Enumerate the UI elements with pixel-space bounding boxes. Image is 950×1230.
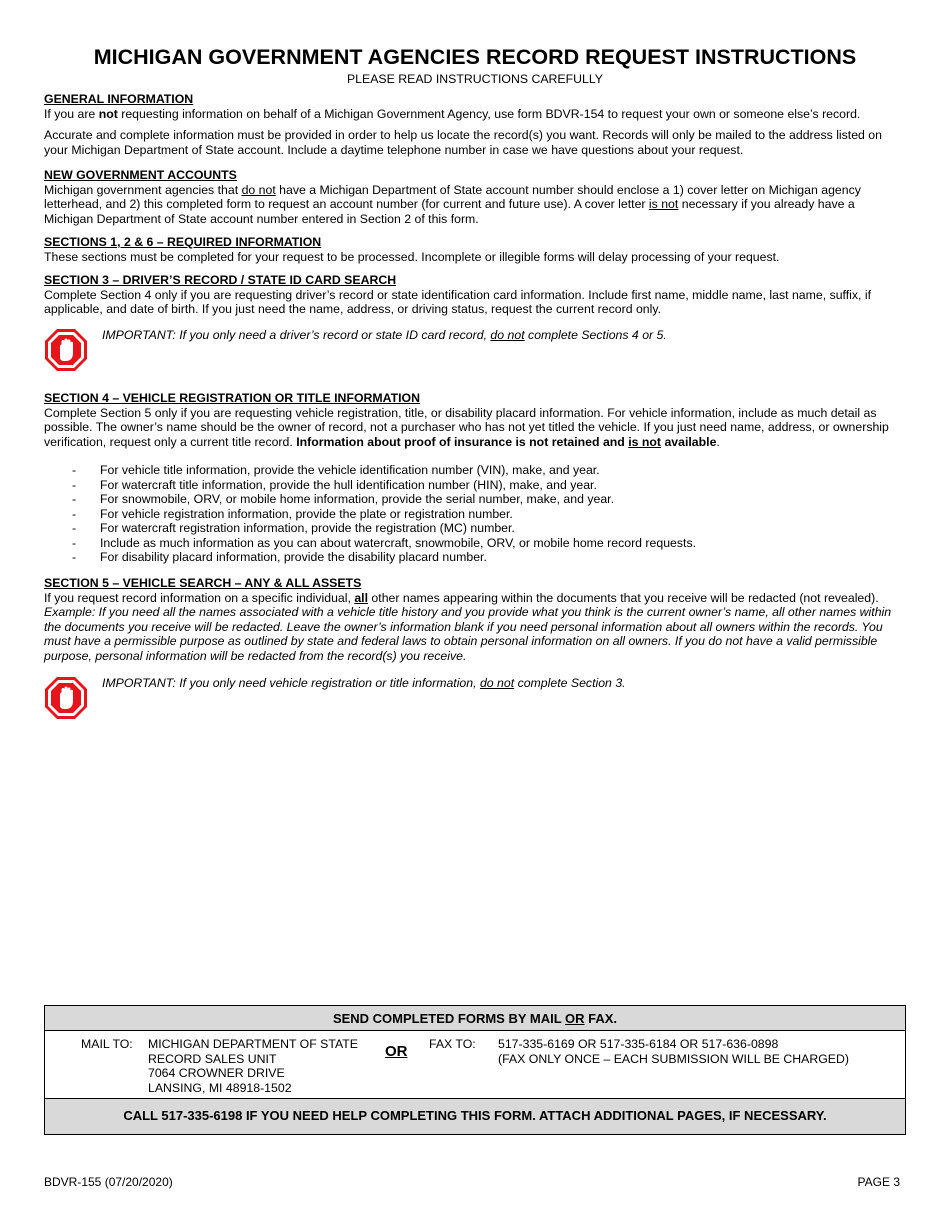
general-information-section: [44, 92, 906, 157]
important-text: complete Sections 4 or 5.: [524, 328, 667, 342]
send-heading-text: FAX.: [584, 1011, 618, 1026]
list-item: - Include as much information as you can about watercraft, snowmobile, ORV, or mobile home record requests.: [44, 536, 906, 551]
list-item: - For disability placard information, provide the disability placard number.: [44, 550, 906, 565]
send-forms-details: [45, 1031, 905, 1099]
new-accounts-paragraph: [44, 183, 906, 227]
section-3: [44, 273, 906, 317]
mail-address-line: RECORD SALES UNIT: [148, 1051, 277, 1066]
send-heading-text: SEND COMPLETED FORMS BY MAIL: [332, 1011, 566, 1026]
section-4-bold-underline: is not: [628, 434, 662, 449]
section-4-text: [44, 406, 906, 450]
page-title: MICHIGAN GOVERNMENT AGENCIES RECORD REQUEST INSTRUCTIONS: [93, 45, 857, 69]
or-divider: OR: [385, 1043, 408, 1060]
new-accounts-underline: do not: [241, 182, 276, 197]
new-accounts-text: Michigan government agencies that: [44, 182, 242, 197]
fax-line: 517-335-6169 OR 517-335-6184 OR 517-636-0898: [498, 1037, 779, 1051]
important-text: complete Section 3.: [514, 676, 626, 690]
new-accounts-heading: NEW GOVERNMENT ACCOUNTS: [44, 168, 237, 182]
required-information-heading: SECTIONS 1, 2 & 6 – REQUIRED INFORMATION: [44, 235, 322, 249]
new-accounts-text: have a Michigan Department of State account number should enclose a 1) cover letter on Michigan agency letterhead, and 2) this completed form to request an account number (for current and future use). A cover letter: [44, 182, 861, 211]
section-5-text: [44, 591, 906, 664]
mail-address-line: MICHIGAN DEPARTMENT OF STATE: [148, 1037, 358, 1051]
section-4-list: [44, 463, 906, 565]
send-forms-box: [44, 1005, 906, 1135]
important-text: IMPORTANT: If you only need vehicle registration or title information,: [102, 676, 480, 690]
list-item: - For watercraft title information, provide the hull identification number (HIN), make, and year.: [44, 478, 906, 493]
general-paragraph-1: [44, 107, 906, 122]
list-item: - For snowmobile, ORV, or mobile home information, provide the serial number, make, and year.: [44, 492, 906, 507]
section-5-body: If you request record information on a specific individual,: [44, 590, 355, 605]
section-4-period: .: [716, 434, 720, 449]
section-5-example: Example: If you need all the names associated with a vehicle title history and you provide what you think is the current owner’s name, all other names within the documents you receive will be redacted. Leave the owner’s information blank if you need personal information about all owners within the records. You must have a permissible purpose as outlined by state and federal laws to obtain personal information on all owners. If you do not have a valid permissible purpose, personal information will be redacted from the record(s) you receive.: [44, 605, 892, 663]
form-id: BDVR-155 (07/20/2020): [44, 1175, 173, 1189]
fax-to-label: FAX TO:: [429, 1037, 476, 1051]
general-text: If you are: [44, 106, 99, 121]
section-5-emphasis-all: all: [354, 590, 369, 605]
fax-line: (FAX ONLY ONCE – EACH SUBMISSION WILL BE CHARGED): [498, 1051, 849, 1066]
list-item: - For vehicle registration information, provide the plate or registration number.: [44, 507, 906, 522]
section-3-important-text: [102, 328, 667, 343]
section-5: [44, 576, 906, 663]
required-information-section: [44, 235, 906, 264]
new-accounts-underline: is not: [648, 197, 679, 211]
general-emphasis-not: not: [98, 106, 118, 121]
page-number: PAGE 3: [857, 1175, 900, 1189]
section-4-bold-text: available: [661, 434, 717, 449]
send-heading-or: OR: [565, 1011, 585, 1026]
page-subtitle: PLEASE READ INSTRUCTIONS CAREFULLY: [346, 72, 603, 86]
important-underline: do not: [490, 328, 525, 342]
section-4: [44, 391, 906, 565]
mail-address-line: LANSING, MI 48918-1502: [148, 1080, 292, 1095]
new-accounts-text: necessary if you already have a Michigan Department of State account number entered in Section 2 of this form.: [44, 197, 855, 226]
general-paragraph-2: Accurate and complete information must be provided in order to help us locate the record(s) you want. Records will only be mailed to the address listed on your Michigan Department of State account. Include a daytime telephone number in case we have questions about your request.: [44, 128, 882, 157]
mail-address-line: 7064 CROWNER DRIVE: [148, 1066, 285, 1080]
list-item: - For watercraft registration information, provide the registration (MC) number.: [44, 521, 906, 536]
important-text: IMPORTANT: If you only need a driver’s record or state ID card record,: [102, 328, 491, 342]
send-forms-heading: [45, 1006, 905, 1031]
new-accounts-section: [44, 168, 906, 226]
section-3-heading: SECTION 3 – DRIVER’S RECORD / STATE ID CARD SEARCH: [44, 273, 397, 287]
list-item: - For vehicle title information, provide the vehicle identification number (VIN), make, and year.: [44, 463, 906, 478]
mail-address: [148, 1037, 358, 1095]
section-5-body: other names appearing within the documents that you receive will be redacted (not revealed).: [368, 590, 879, 605]
mail-to-label: MAIL TO:: [81, 1037, 133, 1051]
required-information-text: These sections must be completed for your request to be processed. Incomplete or illegible forms will delay processing of your request.: [44, 249, 780, 264]
section-4-body: Complete Section 5 only if you are requesting vehicle registration, title, or disability placard information. For vehicle information, include as much detail as possible. The owner’s name should be the owner of record, not a purchaser who has not yet titled the vehicle. If you just need name, address, or ownership verification, request only a current title record.: [44, 405, 889, 449]
section-4-bold-text: Information about proof of insurance is not retained and: [296, 434, 629, 449]
section-4-bold: [296, 435, 716, 449]
stop-sign-hand-icon: [44, 676, 88, 720]
section-5-heading: SECTION 5 – VEHICLE SEARCH – ANY & ALL ASSETS: [44, 576, 362, 590]
stop-sign-hand-icon: [44, 328, 88, 372]
general-information-heading: GENERAL INFORMATION: [44, 92, 194, 106]
general-text: requesting information on behalf of a Michigan Government Agency, use form BDVR-154 to request your own or someone else’s record.: [117, 106, 861, 121]
important-underline: do not: [479, 676, 515, 690]
help-call-banner: CALL 517-335-6198 IF YOU NEED HELP COMPLETING THIS FORM. ATTACH ADDITIONAL PAGES, IF NECESSARY.: [45, 1098, 905, 1134]
fax-numbers: [498, 1037, 849, 1066]
section-5-important-text: [102, 676, 626, 691]
section-3-text: Complete Section 4 only if you are requesting driver’s record or state identification card information. Include first name, middle name, last name, suffix, if applicable, and date of birth. If you just need the name, address, or driving status, request the current record only.: [44, 287, 872, 316]
section-4-heading: SECTION 4 – VEHICLE REGISTRATION OR TITLE INFORMATION: [44, 391, 420, 405]
